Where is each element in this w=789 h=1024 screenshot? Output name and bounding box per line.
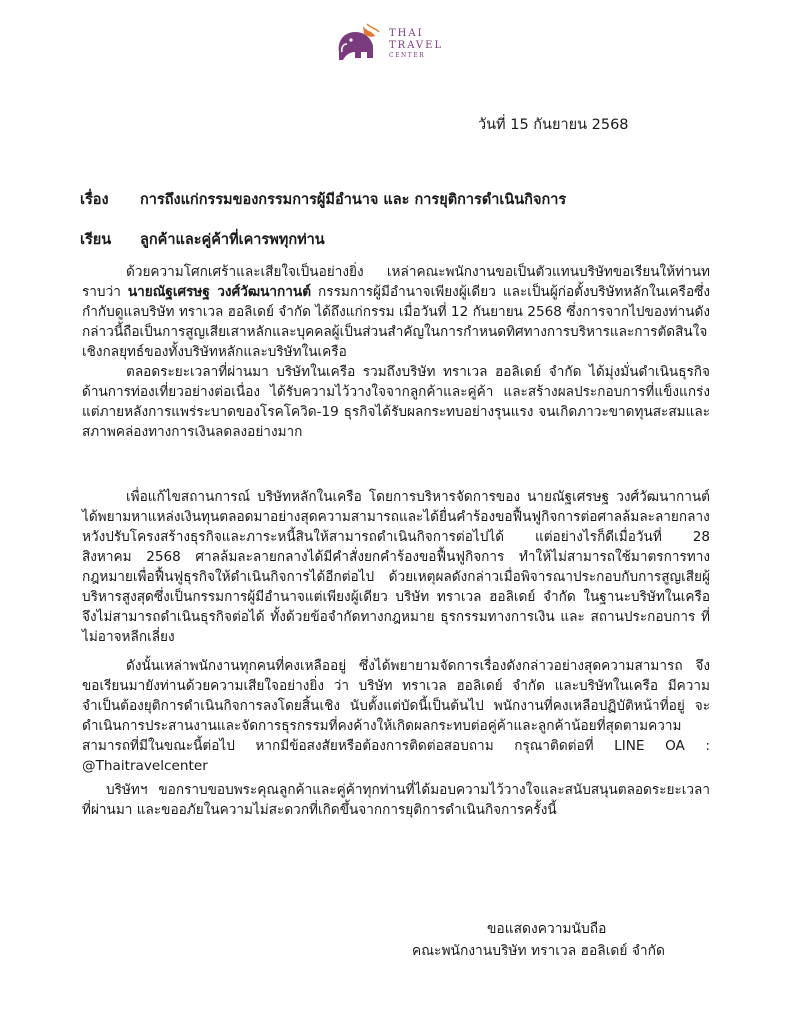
salutation-line bbox=[80, 228, 325, 251]
subject-line bbox=[80, 188, 566, 211]
deceased-name: นายณัฐเศรษฐ วงศ์วัฒนากานต์ bbox=[127, 284, 312, 300]
logo-text-line2: TRAVEL bbox=[389, 40, 444, 51]
salutation-text: ลูกค้าและคู่ค้าที่เคารพทุกท่าน bbox=[140, 232, 325, 248]
p1-text-a: ด้วยความโศกเศร้าและเสียใจเป็นอย่างยิ่ง เหล่าคณะพนักงานขอเป็นตัวแทนบริษัทขอเรียนให้ท่านทราบว่า bbox=[82, 264, 710, 300]
letter-date: วันที่ 15 กันยายน 2568 bbox=[478, 117, 629, 133]
closing-signatory: คณะพนักงานบริษัท ทราเวล ฮอลิเดย์ จำกัด bbox=[412, 943, 665, 959]
p3-text: เพื่อแก้ไขสถานการณ์ บริษัทหลักในเครือ โดยการบริหารจัดการของ นายณัฐเศรษฐ วงศ์วัฒนากานต์ ได้พยามหาแหล่งเงินทุนตลอดมาอย่างสุดความสามารถและได้ยื่นคำร้องขอฟื้นฟูกิจการต่อศาลล้มละลายกลาง หวังปรับโครงสร้างธุรกิจและภาระหนี้สินให้สามารถดำเนินกิจการต่อไปได้ แต่อย่างไรก็ดีเมื่อวันที่ 28 สิงหาคม 2568 ศาลล้มละลายกลางได้มีคำสั่งยกคำร้องขอฟื้นฟูกิจการ ทำให้ไม่สามารถใช้มาตรการทางกฎหมายเพื่อฟื้นฟูธุรกิจให้ดำเนินกิจการได้อีกต่อไป ด้วยเหตุผลดังกล่าวเมื่อพิจารณาประกอบกับการสูญเสียผู้บริหารสูงสุดซึ่งเป็นกรรมการผู้มีอำนาจแต่เพียงผู้เดียว บริษัท ทราเวล ฮอลิเดย์ จำกัด ในฐานะบริษัทในเครือ จึงไม่สามารถดำเนินธุรกิจต่อได้ ทั้งด้วยข้อจำกัดทางกฎหมาย ธุรกรรมทางการเงิน และ สถานประกอบการ ที่ไม่อาจหลีกเลี่ยง bbox=[82, 489, 710, 645]
body-paragraph-1 bbox=[82, 262, 710, 362]
closing-regards: ขอแสดงความนับถือ bbox=[487, 921, 607, 937]
logo-text-line1: THAI bbox=[389, 28, 424, 39]
body-paragraph-5 bbox=[82, 780, 710, 820]
body-paragraph-2 bbox=[82, 362, 710, 442]
subject-text: การถึงแก่กรรมของกรรมการผู้มีอำนาจ และ การยุติการดำเนินกิจการ bbox=[140, 192, 567, 208]
p4-text: ดังนั้นเหล่าพนักงานทุกคนที่คงเหลืออยู่ ซึ่งได้พยายามจัดการเรื่องดังกล่าวอย่างสุดความสามารถ จึงขอเรียนมายังท่านด้วยความเสียใจอย่างยิ่ง ว่า บริษัท ทราเวล ฮอลิเดย์ จำกัด และบริษัทในเครือ มีความจำเป็นต้องยุติการดำเนินกิจการลงโดยสิ้นเชิง นับตั้งแต่บัดนี้เป็นต้นไป พนักงานที่คงเหลือปฏิบัติหน้าที่อยู่ จะดำเนินการประสานงานและจัดการธุรกรรมที่คงค้างให้เกิดผลกระทบต่อคู่ค้าและลูกค้าน้อยที่สุดตามความสามารถที่มีในขณะนี้ต่อไป หากมีข้อสงสัยหรือต้องการติดต่อสอบถาม กรุณาติดต่อที่ LINE OA : @Thaitravelcenter bbox=[82, 658, 710, 774]
p1-text-b: กรรมการผู้มีอำนาจเพียงผู้เดียว และเป็นผู้ก่อตั้งบริษัทหลักในเครือซึ่งกำกับดูแลบริษัท ทราเวล ฮอลิเดย์ จำกัด ได้ถึงแก่กรรม เมื่อวันที่ 12 กันยายน 2568 ซึ่งการจากไปของท่านดังกล่าวนี้ถือเป็นการสูญเสียเสาหลักและบุคคลผู้เป็นส่วนสำคัญในการกำหนดทิศทางการบริหารและการตัดสินใจเชิงกลยุทธ์ของทั้งบริษัทหลักและบริษัทในเครือ bbox=[82, 284, 711, 360]
logo-text-line3: CENTER bbox=[389, 52, 426, 59]
p2-text: ตลอดระยะเวลาที่ผ่านมา บริษัทในเครือ รวมถึงบริษัท ทราเวล ฮอลิเดย์ จำกัด ได้มุ่งมั่นดำเนินธุรกิจด้านการท่องเที่ยวอย่างต่อเนื่อง ได้รับความไว้วางใจจากลูกค้าและคู่ค้า และสร้างผลประกอบการที่แข็งแกร่ง แต่ภายหลังการแพร่ระบาดของโรคโควิด-19 ธุรกิจได้รับผลกระทบอย่างรุนแรง จนเกิดภาวะขาดทุนสะสมและสภาพคล่องทางการเงินลดลงอย่างมาก bbox=[82, 364, 710, 440]
salutation-label: เรียน bbox=[80, 232, 112, 248]
body-paragraph-3 bbox=[82, 487, 710, 647]
subject-label: เรื่อง bbox=[80, 192, 109, 208]
company-logo bbox=[333, 22, 443, 66]
elephant-logo-icon bbox=[333, 22, 385, 66]
p5-text: บริษัทฯ ขอกราบขอบพระคุณลูกค้าและคู่ค้าทุกท่านที่ได้มอบความไว้วางใจและสนับสนุนตลอดระยะเวลาที่ผ่านมา และขออภัยในความไม่สะดวกที่เกิดขึ้นจากการยุติการดำเนินกิจการครั้งนี้ bbox=[82, 782, 710, 818]
body-paragraph-4 bbox=[82, 656, 710, 776]
